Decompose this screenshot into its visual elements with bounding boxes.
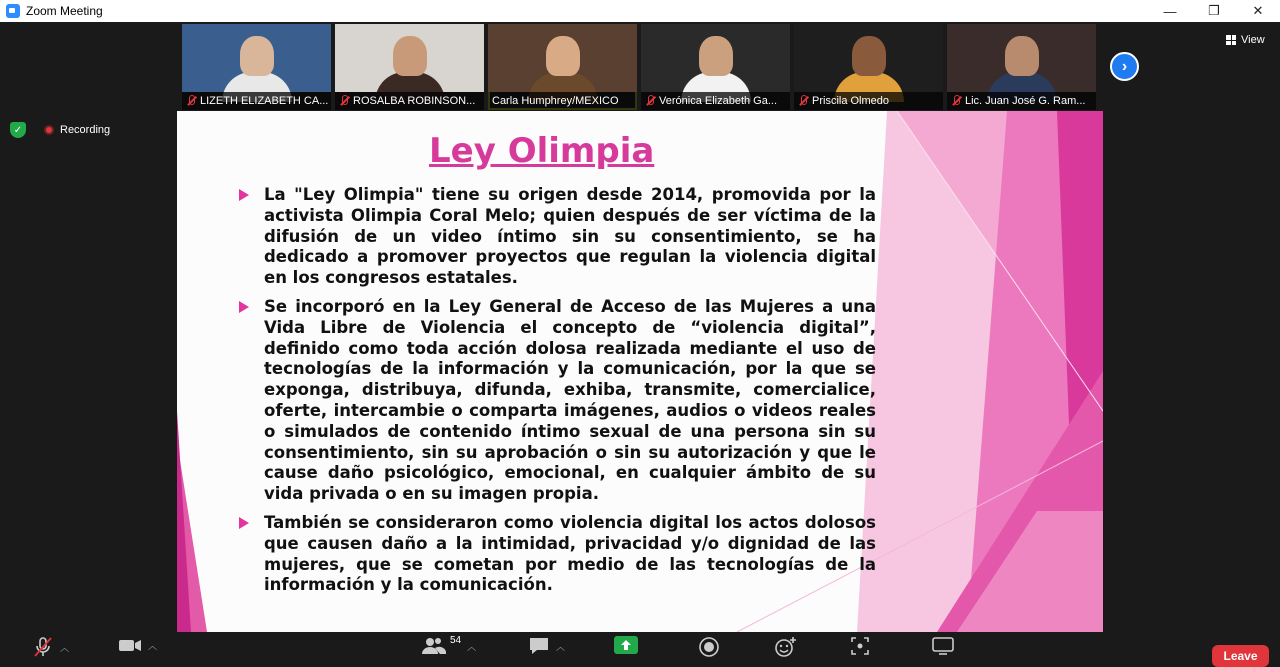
participants-icon — [422, 636, 446, 656]
leave-button[interactable]: Leave — [1212, 645, 1269, 667]
participant-name: Carla Humphrey/MEXICO — [492, 95, 619, 107]
participant-video — [488, 24, 637, 92]
participant-nameplate — [488, 92, 637, 110]
participant-nameplate — [335, 92, 484, 110]
participant-video — [794, 24, 943, 92]
bullet-arrow-icon — [239, 185, 264, 289]
camera-icon — [118, 636, 142, 654]
grid-view-icon — [1226, 35, 1236, 45]
participant-video — [335, 24, 484, 92]
participant-nameplate — [794, 92, 943, 110]
share-screen-button[interactable] — [614, 636, 638, 654]
chat-button[interactable] — [528, 636, 565, 656]
chevron-up-icon[interactable]: ︿ — [467, 641, 477, 652]
bullet-item — [239, 185, 876, 289]
slide-title: Ley Olimpia — [429, 131, 655, 171]
microphone-muted-icon — [645, 95, 655, 107]
participants-button[interactable] — [422, 636, 476, 656]
recording-label: Recording — [60, 124, 111, 136]
window-title: Zoom Meeting — [26, 4, 103, 18]
chevron-up-icon[interactable]: ︿ — [60, 642, 70, 653]
bullet-arrow-icon — [239, 513, 264, 596]
participant-video — [947, 24, 1096, 92]
bullet-item — [239, 297, 876, 505]
meeting-toolbar — [0, 632, 1280, 660]
bullet-item — [239, 513, 876, 596]
bullet-text: La "Ley Olimpia" tiene su origen desde 2014, promovida por la activista Olimpia Coral Melo; quien después de ser víctima de la difusión de un video íntimo sin su consentimiento, se ha dedicado a promover proyectos que regulan la violencia digital en los congresos estatales. — [264, 185, 876, 288]
chat-icon — [528, 636, 550, 656]
participant-nameplate — [641, 92, 790, 110]
bullet-text: También se consideraron como violencia digital los actos dolosos que causen daño a la intimidad, privacidad y/o dignidad de las mujeres, que se cometan por medio de las tecnologías de la información y la comunicación. — [264, 512, 876, 595]
security-shield-icon[interactable]: ✓ — [10, 122, 26, 138]
chevron-up-icon[interactable]: ︿ — [556, 641, 566, 652]
participant-tile[interactable] — [794, 24, 943, 110]
close-button[interactable]: ✕ — [1252, 3, 1264, 18]
whiteboard-icon — [932, 636, 954, 656]
mute-button[interactable] — [32, 636, 69, 658]
bullet-text: Se incorporó en la Ley General de Acceso de las Mujeres a una Vida Libre de Violencia el concepto de “violencia digital”, definido como toda acción dolosa realizada mediante el uso de tecnologías de la información y la comunicación, por la que se exponga, distribuya, difunda, exhiba, transmite, comercialice, oferte, intercambie o comparta imágenes, audios o videos reales o simulados de contenido íntimo sexual de una persona sin su consentimiento, sin su aprobación o sin su autorización y que le cause daño psicológico, emocional, en cualquier ámbito de su vida privada o en su imagen propia. — [264, 296, 876, 504]
chevron-up-icon[interactable]: ︿ — [148, 640, 158, 651]
window-controls — [1148, 0, 1280, 22]
participants-count: 54 — [450, 634, 462, 646]
meeting-area — [0, 22, 1280, 632]
apps-button[interactable] — [850, 636, 870, 656]
microphone-muted-icon — [186, 95, 196, 107]
participant-strip — [182, 24, 1096, 110]
participant-name: ROSALBA ROBINSON... — [353, 95, 476, 107]
participant-tile[interactable] — [641, 24, 790, 110]
apps-icon — [850, 636, 870, 656]
reactions-button[interactable] — [774, 636, 798, 658]
recording-icon — [44, 125, 54, 135]
whiteboard-button[interactable] — [932, 636, 954, 656]
participant-name: Lic. Juan José G. Ram... — [965, 95, 1086, 107]
participant-tile[interactable] — [335, 24, 484, 110]
title-bar — [0, 0, 1280, 22]
record-button[interactable] — [698, 636, 720, 658]
view-button[interactable] — [1226, 34, 1265, 46]
emoji-reaction-icon — [774, 636, 798, 658]
participant-video — [641, 24, 790, 92]
participant-name: Verónica Elizabeth Ga... — [659, 95, 778, 107]
microphone-muted-icon — [798, 95, 808, 107]
zoom-app-icon — [6, 4, 20, 18]
video-button[interactable] — [118, 636, 157, 654]
participant-name: Priscila Olmedo — [812, 95, 890, 107]
restore-button[interactable]: ❐ — [1208, 3, 1220, 18]
microphone-muted-icon — [32, 636, 54, 658]
participant-tile[interactable] — [947, 24, 1096, 110]
meeting-status — [10, 122, 110, 138]
microphone-muted-icon — [951, 95, 961, 107]
bullet-arrow-icon — [239, 297, 264, 505]
record-icon — [698, 636, 720, 658]
participant-name: LIZETH ELIZABETH CA... — [200, 95, 329, 107]
participant-tile[interactable] — [182, 24, 331, 110]
participant-tile[interactable] — [488, 24, 637, 110]
view-label: View — [1241, 34, 1265, 46]
next-page-button[interactable] — [1110, 52, 1139, 81]
participant-video — [182, 24, 331, 92]
minimize-button[interactable]: — — [1163, 3, 1177, 19]
shared-slide — [177, 111, 1103, 632]
slide-bullets — [239, 185, 876, 604]
participant-nameplate — [182, 92, 331, 110]
microphone-muted-icon — [339, 95, 349, 107]
share-screen-icon — [614, 636, 638, 654]
participant-nameplate — [947, 92, 1096, 110]
chevron-right-icon: › — [1121, 57, 1128, 75]
